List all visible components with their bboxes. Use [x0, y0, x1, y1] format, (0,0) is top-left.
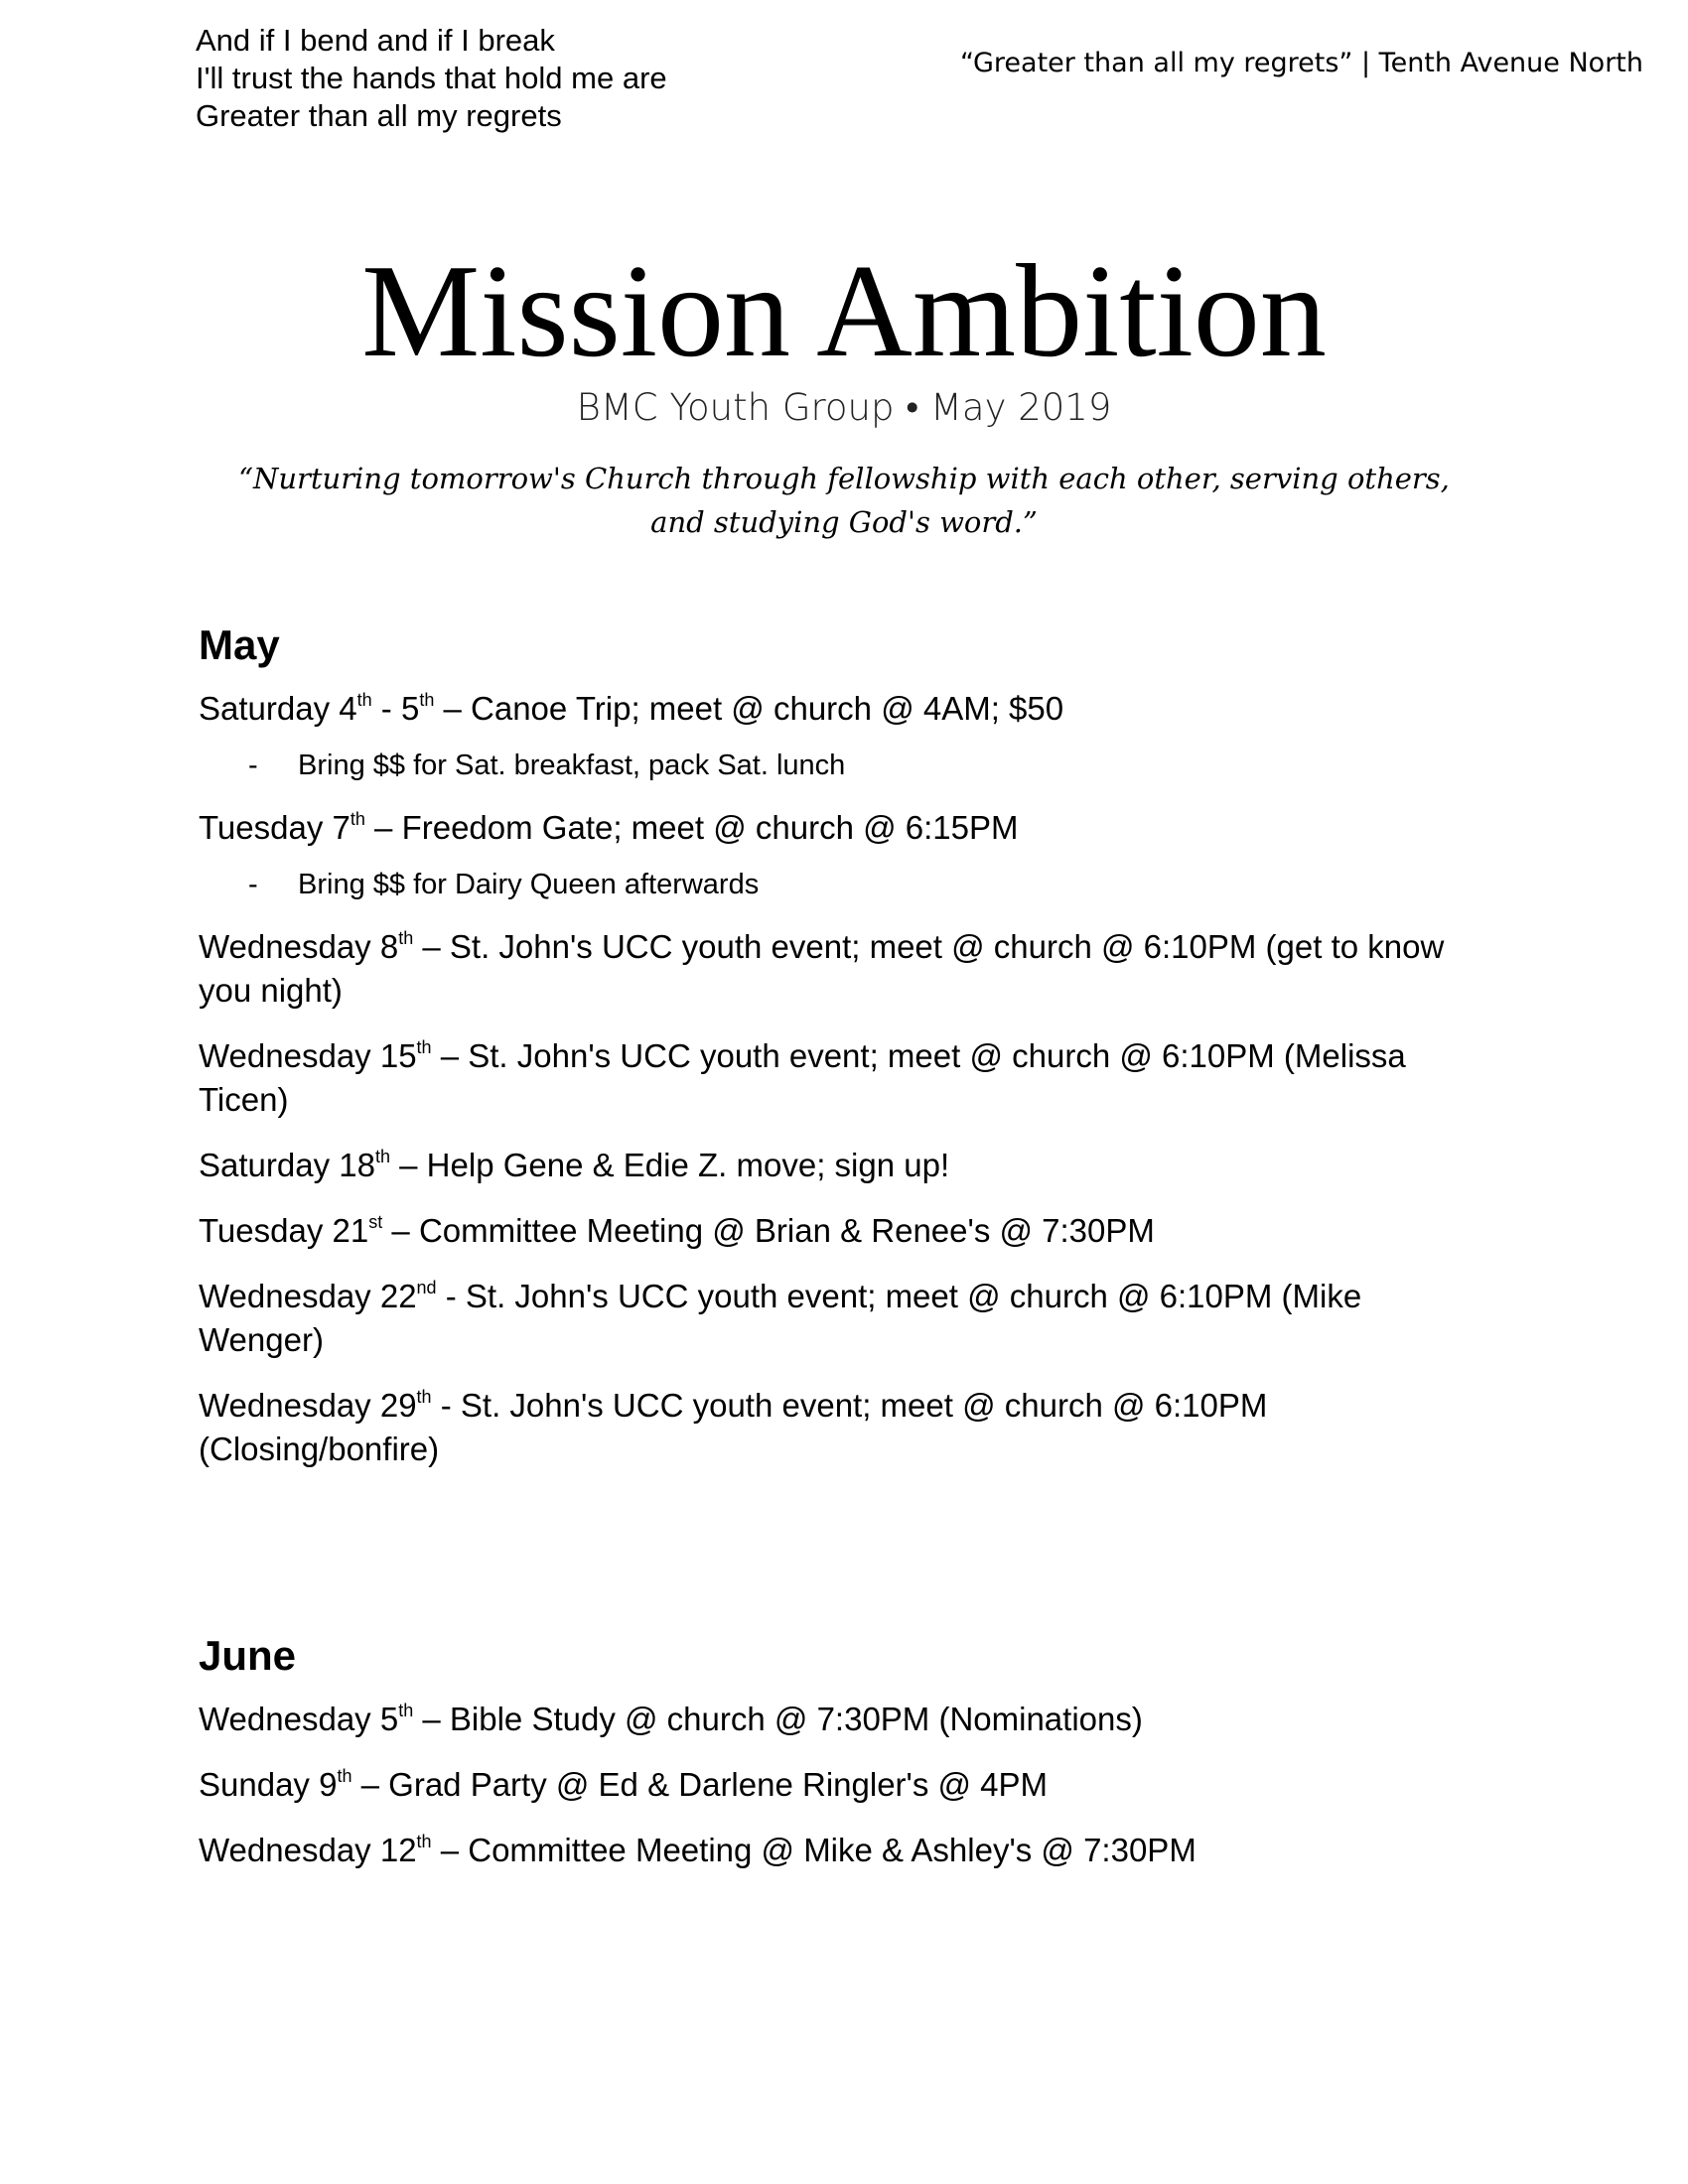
event-day: Saturday 4	[199, 690, 357, 727]
section-heading: May	[199, 621, 280, 668]
event-day: Wednesday 15	[199, 1037, 417, 1074]
event-day: Tuesday 7	[199, 809, 351, 846]
event-day-suffix: st	[368, 1212, 383, 1232]
event-day: Wednesday 29	[199, 1387, 417, 1424]
event-day: Saturday 18	[199, 1147, 375, 1183]
page-subtitle: BMC Youth Group • May 2019	[576, 386, 1112, 429]
song-credit: “Greater than all my regrets” | Tenth Avenue North	[959, 48, 1643, 78]
event-day-range: - 5	[371, 690, 420, 727]
event-day-suffix: th	[374, 1147, 390, 1166]
event-day-suffix: th	[398, 928, 414, 948]
event-day-suffix: th	[356, 690, 372, 710]
event-day: Sunday 9	[199, 1766, 338, 1803]
event-item	[199, 1144, 1479, 1187]
event-item	[199, 1034, 1479, 1122]
event-note	[199, 747, 1479, 784]
event-day-suffix: th	[337, 1766, 352, 1786]
event-item	[199, 1763, 1479, 1807]
event-description: – St. John's UCC youth event; meet @ church @ 6:10PM (Melissa Ticen)	[199, 1037, 1406, 1118]
note-dash: -	[248, 750, 258, 781]
event-item	[199, 1384, 1479, 1471]
event-description: – Help Gene & Edie Z. move; sign up!	[389, 1147, 950, 1183]
event-day-suffix: th	[416, 1387, 432, 1407]
event-day: Wednesday 22	[199, 1278, 417, 1314]
event-description: - St. John's UCC youth event; meet @ church @ 6:10PM (Mike Wenger)	[199, 1278, 1362, 1358]
event-note	[199, 866, 1479, 903]
event-item	[199, 1698, 1479, 1741]
event-description: - St. John's UCC youth event; meet @ church @ 6:10PM (Closing/bonfire)	[199, 1387, 1268, 1467]
event-item	[199, 1829, 1479, 1872]
event-item	[199, 806, 1479, 850]
page-title: Mission Ambition	[361, 237, 1327, 384]
event-note-text: Bring $$ for Sat. breakfast, pack Sat. lunch	[298, 750, 846, 781]
event-day: Wednesday 12	[199, 1832, 417, 1868]
event-day: Tuesday 21	[199, 1212, 369, 1249]
event-description: – Canoe Trip; meet @ church @ 4AM; $50	[434, 690, 1064, 727]
event-day-suffix: th	[398, 1701, 414, 1720]
event-item	[199, 1275, 1479, 1362]
event-day-suffix: th	[416, 1037, 432, 1057]
event-day-suffix: th	[419, 690, 435, 710]
lyric-line: I'll trust the hands that hold me are	[196, 61, 667, 95]
event-description: – Committee Meeting @ Brian & Renee's @ 7:30PM	[382, 1212, 1155, 1249]
lyrics-block	[196, 22, 667, 135]
event-day-suffix: th	[350, 809, 365, 829]
event-description: – St. John's UCC youth event; meet @ church @ 6:10PM (get to know you night)	[199, 928, 1445, 1009]
event-day: Wednesday 5	[199, 1701, 399, 1737]
event-note-text: Bring $$ for Dairy Queen afterwards	[298, 869, 760, 900]
event-item	[199, 925, 1479, 1013]
lyric-line: And if I bend and if I break	[196, 23, 555, 58]
event-item	[199, 687, 1479, 731]
section-may	[199, 617, 1479, 1493]
event-description: – Freedom Gate; meet @ church @ 6:15PM	[364, 809, 1019, 846]
event-day-suffix: th	[416, 1832, 432, 1851]
note-dash: -	[248, 869, 258, 900]
event-day-suffix: nd	[416, 1278, 437, 1297]
section-june	[199, 1628, 1479, 1894]
event-day: Wednesday 8	[199, 928, 399, 965]
event-description: – Committee Meeting @ Mike & Ashley's @ 7:30PM	[431, 1832, 1196, 1868]
event-item	[199, 1209, 1479, 1253]
lyric-line: Greater than all my regrets	[196, 98, 562, 133]
group-motto: “Nurturing tomorrow's Church through fellowship with each other, serving others, and studying God's word.”	[238, 462, 1450, 539]
event-description: – Grad Party @ Ed & Darlene Ringler's @ 4PM	[352, 1766, 1049, 1803]
event-description: – Bible Study @ church @ 7:30PM (Nominations)	[413, 1701, 1143, 1737]
section-heading: June	[199, 1632, 297, 1679]
